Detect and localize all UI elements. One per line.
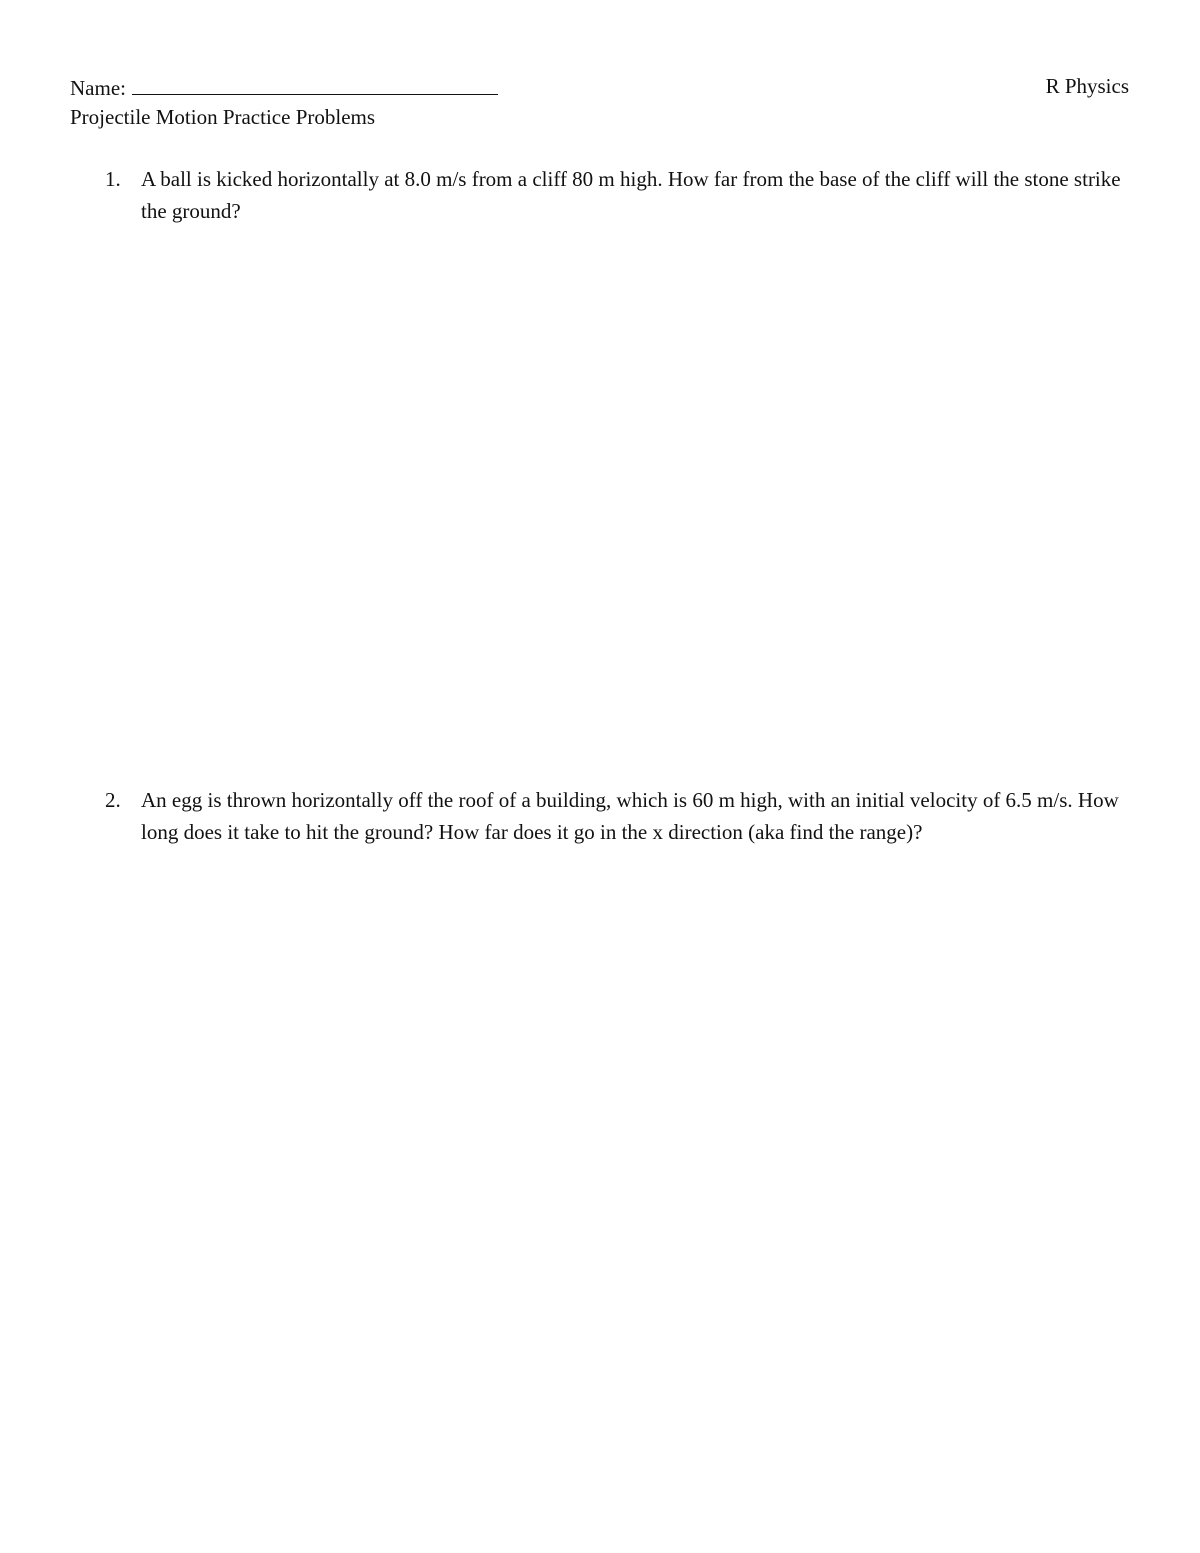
name-label: Name: [70, 76, 126, 100]
problem-text: A ball is kicked horizontally at 8.0 m/s from a cliff 80 m high. How far from the base of the cliff will the stone strike the ground? [141, 167, 1121, 223]
worksheet-title: Projectile Motion Practice Problems [70, 105, 376, 129]
course-label: R Physics [1045, 74, 1129, 98]
problem-number: 2. [105, 788, 121, 812]
problem-2 [105, 784, 1135, 848]
problem-number: 1. [105, 167, 121, 191]
name-blank-line [132, 70, 498, 95]
problem-text: An egg is thrown horizontally off the roof of a building, which is 60 m high, with an initial velocity of 6.5 m/s. How long does it take to hit the ground? How far does it go in the x direction (aka find the range)? [141, 788, 1119, 844]
problem-1 [105, 163, 1135, 227]
name-field-row [70, 70, 498, 104]
